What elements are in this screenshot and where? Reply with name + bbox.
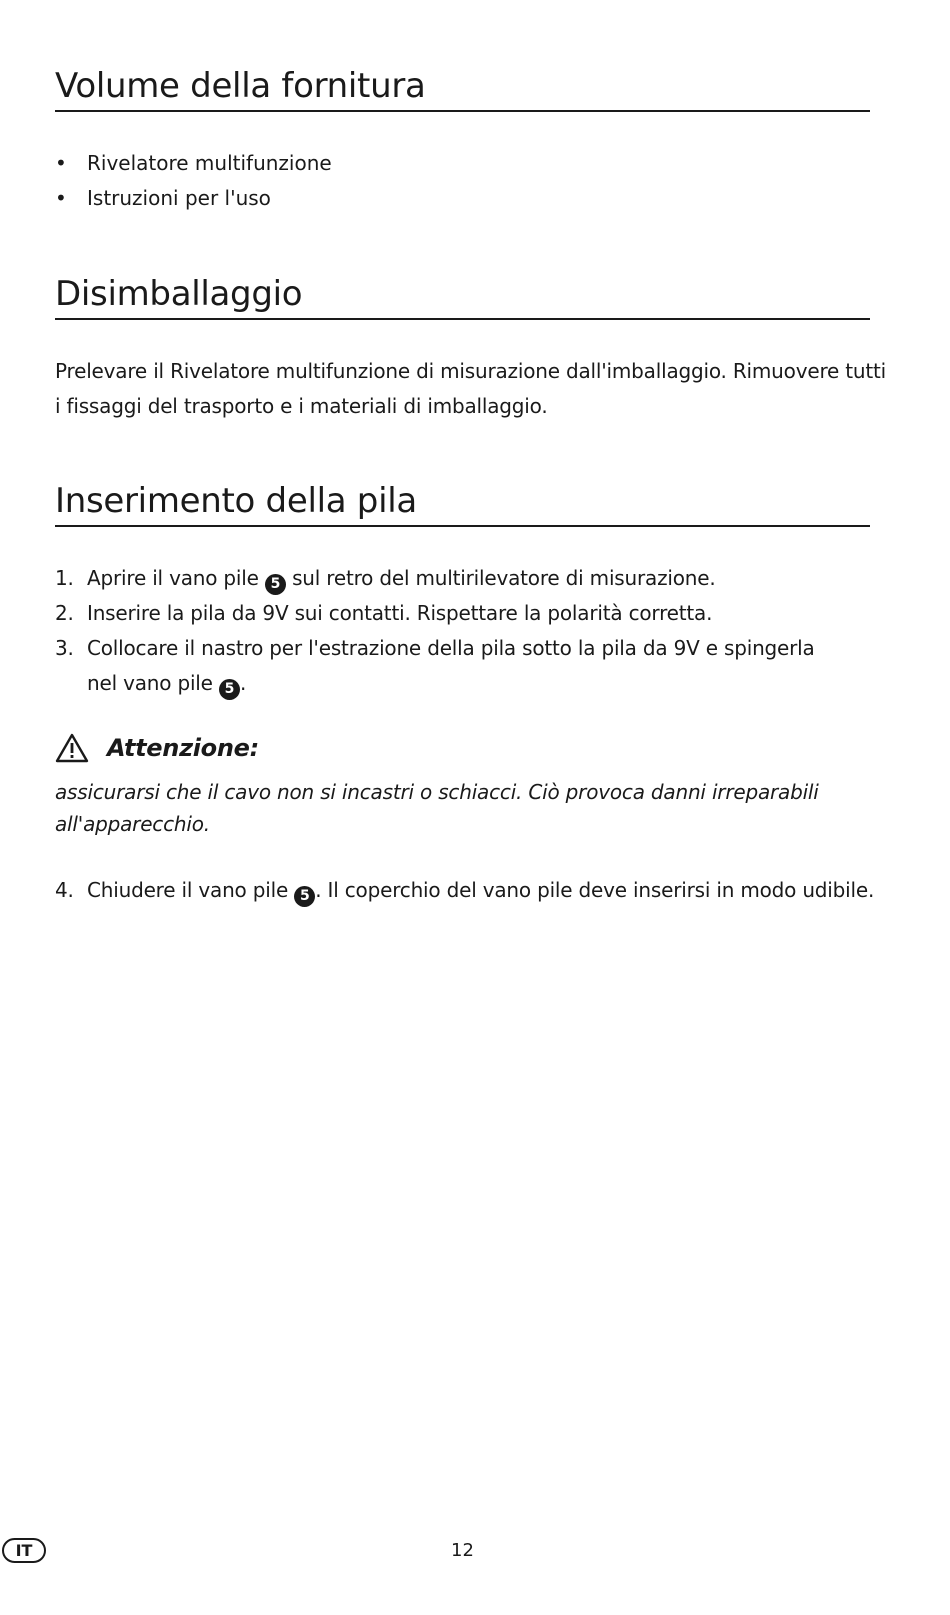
step-3-continuation xyxy=(87,666,246,701)
list-item-text: Istruzioni per l'uso xyxy=(87,186,271,210)
step-number: 1. xyxy=(55,566,74,590)
step-4 xyxy=(55,873,874,908)
step-text: sul retro del multirilevatore di misurazione. xyxy=(285,566,716,590)
step-text: . Il coperchio del vano pile deve inserirsi in modo udibile. xyxy=(315,878,875,902)
warning-text-line: assicurarsi che il cavo non si incastri o schiacci. Ciò provoca danni irreparabili xyxy=(55,780,819,804)
section-title-delivery: Volume della fornitura xyxy=(55,66,870,112)
list-item-text: Rivelatore multifunzione xyxy=(87,151,332,175)
page-number: 12 xyxy=(451,1540,474,1561)
step-1 xyxy=(55,561,716,596)
list-item xyxy=(55,181,271,216)
warning-triangle-icon xyxy=(55,733,89,763)
step-number: 4. xyxy=(55,878,74,902)
list-item xyxy=(55,146,332,181)
paragraph-line: Prelevare il Rivelatore multifunzione di misurazione dall'imballaggio. Rimuovere tutti xyxy=(55,359,887,383)
step-text: . xyxy=(239,671,247,695)
step-text: Chiudere il vano pile xyxy=(87,878,295,902)
reference-number-icon: 5 xyxy=(219,679,240,700)
step-2 xyxy=(55,596,712,631)
section-title-unpacking: Disimballaggio xyxy=(55,274,870,320)
reference-number-icon: 5 xyxy=(294,886,315,907)
section-title-battery: Inserimento della pila xyxy=(55,481,870,527)
paragraph-line: i fissaggi del trasporto e i materiali di imballaggio. xyxy=(55,394,548,418)
step-3 xyxy=(55,631,815,666)
step-text: Collocare il nastro per l'estrazione della pila sotto la pila da 9V e spingerla xyxy=(87,636,815,660)
bullet: • xyxy=(55,151,67,175)
step-text: Inserire la pila da 9V sui contatti. Rispettare la polarità corretta. xyxy=(87,601,713,625)
warning-heading xyxy=(55,728,259,768)
language-badge: IT xyxy=(2,1538,46,1563)
warning-title: Attenzione: xyxy=(107,734,259,762)
step-number: 3. xyxy=(55,636,74,660)
step-text: nel vano pile xyxy=(87,671,219,695)
reference-number-icon: 5 xyxy=(265,574,286,595)
step-number: 2. xyxy=(55,601,74,625)
bullet: • xyxy=(55,186,67,210)
step-text: Aprire il vano pile xyxy=(87,566,265,590)
warning-text-line: all'apparecchio. xyxy=(55,812,210,836)
